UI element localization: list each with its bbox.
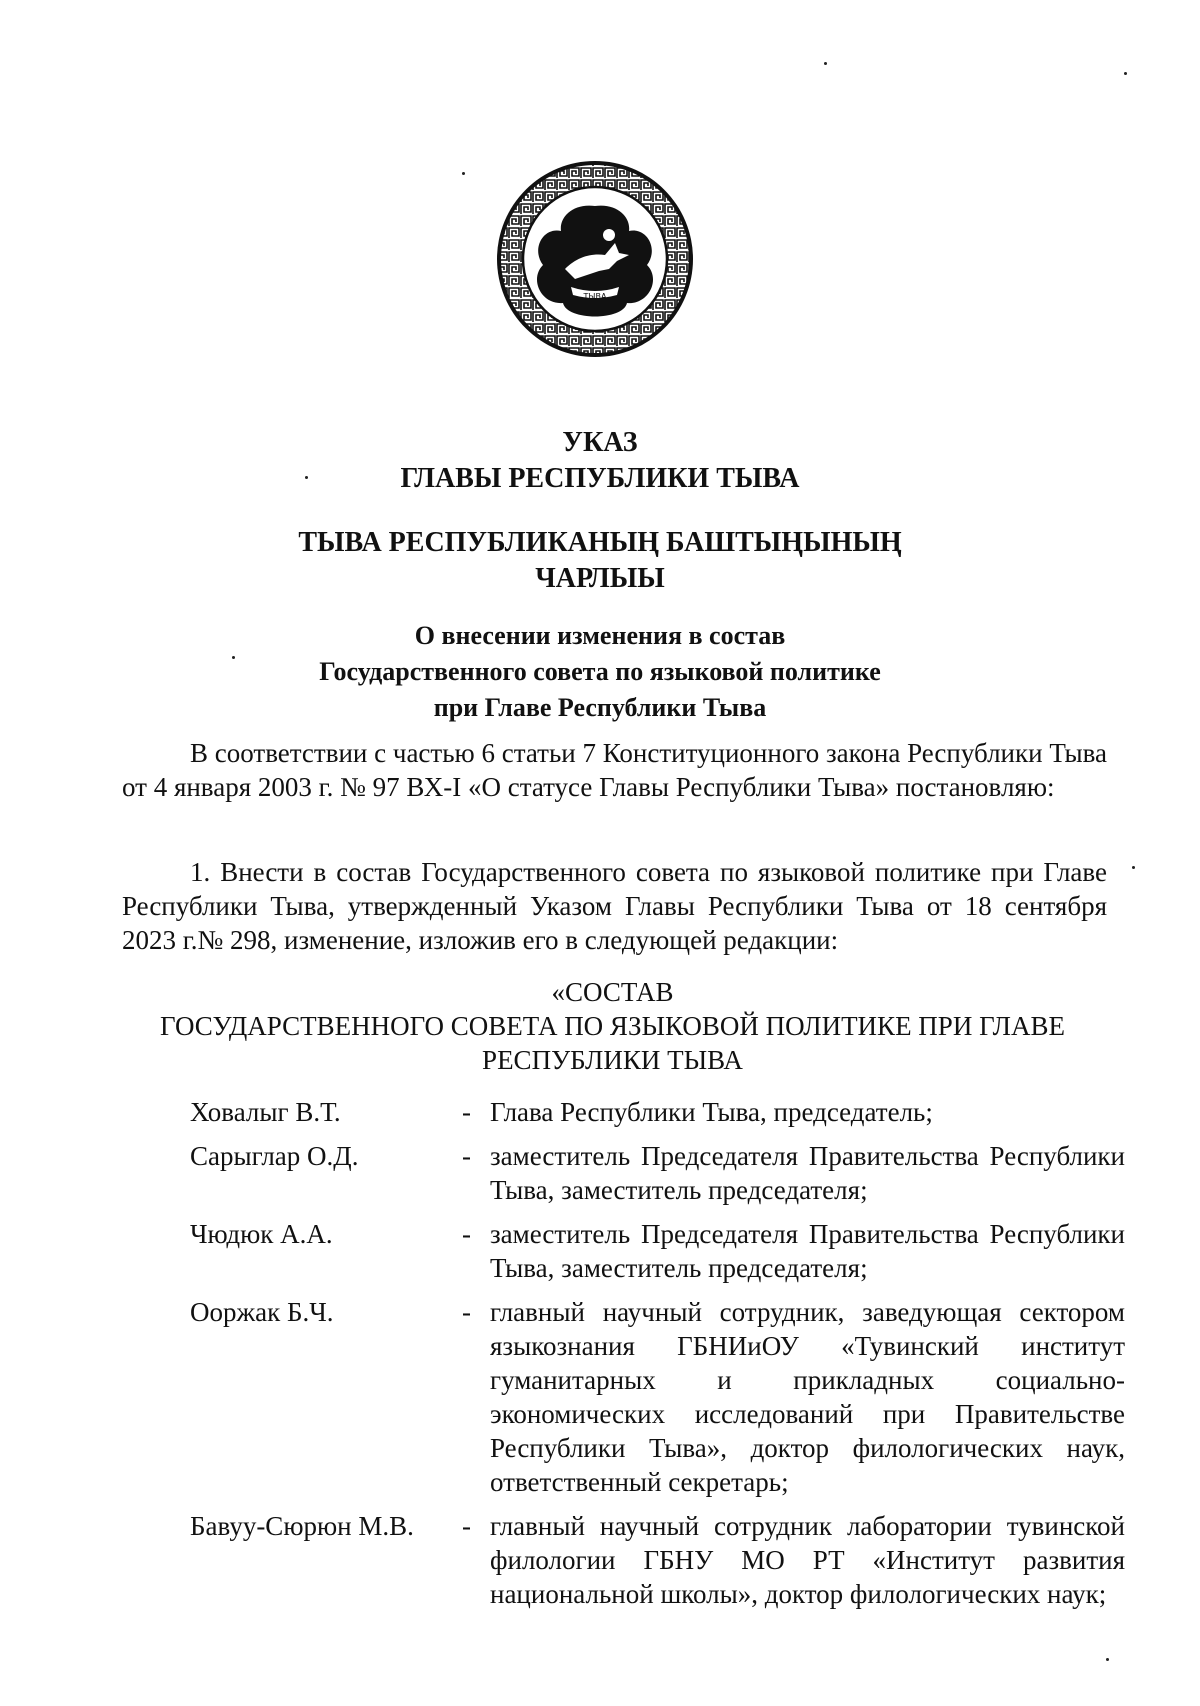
decree-subject: [0, 618, 1200, 726]
member-role: Глава Республики Тыва, председатель;: [490, 1097, 933, 1127]
member-row: [190, 1095, 1125, 1129]
member-name: Чюдюк А.А.: [190, 1219, 333, 1249]
member-name: Ховалыг В.Т.: [190, 1097, 341, 1127]
scan-speck: [305, 476, 308, 479]
preamble-paragraph: В соответствии с частью 6 статьи 7 Конституционного закона Республики Тыва от 4 января 2003 г. № 97 ВХ-I «О статусе Главы Республики Тыва» постановляю:: [122, 738, 1107, 802]
scan-speck: [462, 172, 465, 175]
tuvan-title-line2: ЧАРЛЫЫ: [535, 563, 665, 594]
decree-title-line1: УКАЗ: [562, 427, 638, 458]
item-1-paragraph: 1. Внести в состав Государственного совета по языковой политике при Главе Республики Тыва, утвержденный Указом Главы Республики Тыва от 18 сентября 2023 г.№ 298, изменение, изложив его в следующей редакции:: [122, 857, 1107, 955]
composition-heading-line3: РЕСПУБЛИКИ ТЫВА: [482, 1045, 743, 1075]
member-dash: -: [462, 1297, 471, 1327]
decree-title: [0, 425, 1200, 497]
member-name: Ооржак Б.Ч.: [190, 1297, 334, 1327]
scan-speck: [824, 62, 827, 65]
subject-line1: О внесении изменения в состав: [414, 621, 786, 650]
subject-line2: Государственного совета по языковой политике: [319, 657, 881, 686]
member-role: главный научный сотрудник лаборатории тувинской филологии ГБНУ МО РТ «Институт развития национальной школы», доктор филологических наук;: [490, 1511, 1125, 1609]
member-dash: -: [462, 1141, 471, 1171]
member-role: заместитель Председателя Правительства Республики Тыва, заместитель председателя;: [490, 1141, 1125, 1205]
composition-heading-line1: «СОСТАВ: [551, 977, 674, 1007]
members-list: [190, 1095, 1125, 1621]
member-row: [190, 1139, 1125, 1207]
composition-heading-line2: ГОСУДАРСТВЕННОГО СОВЕТА ПО ЯЗЫКОВОЙ ПОЛИТИКЕ ПРИ ГЛАВЕ: [160, 1011, 1065, 1041]
member-dash: -: [462, 1219, 471, 1249]
scan-speck: [1132, 866, 1135, 869]
composition-heading: [120, 975, 1105, 1077]
member-row: [190, 1509, 1125, 1611]
tuvan-title-line1: ТЫВА РЕСПУБЛИКАНЫҢ БАШТЫҢЫНЫҢ: [298, 527, 902, 558]
member-row: [190, 1295, 1125, 1499]
member-role: заместитель Председателя Правительства Республики Тыва, заместитель председателя;: [490, 1219, 1125, 1283]
decree-title-tuvan: [0, 525, 1200, 597]
member-name: Бавуу-Сюрюн М.В.: [190, 1511, 414, 1541]
tuva-emblem-icon: [496, 155, 694, 403]
subject-line3: при Главе Республики Тыва: [433, 693, 767, 722]
scan-speck: [1124, 72, 1127, 75]
member-row: [190, 1217, 1125, 1285]
scan-speck: [1106, 1658, 1109, 1661]
member-dash: -: [462, 1511, 471, 1541]
member-role: главный научный сотрудник, заведующая сектором языкознания ГБНИиОУ «Тувинский институт гуманитарных и прикладных социально-экономических исследований при Правительстве Республики Тыва», доктор филологических наук, ответственный секретарь;: [490, 1297, 1125, 1497]
svg-text:ТЫВА: ТЫВА: [583, 292, 607, 301]
scan-speck: [232, 656, 235, 659]
member-name: Сарыглар О.Д.: [190, 1141, 359, 1171]
decree-title-line2: ГЛАВЫ РЕСПУБЛИКИ ТЫВА: [400, 463, 800, 494]
member-dash: -: [462, 1097, 471, 1127]
